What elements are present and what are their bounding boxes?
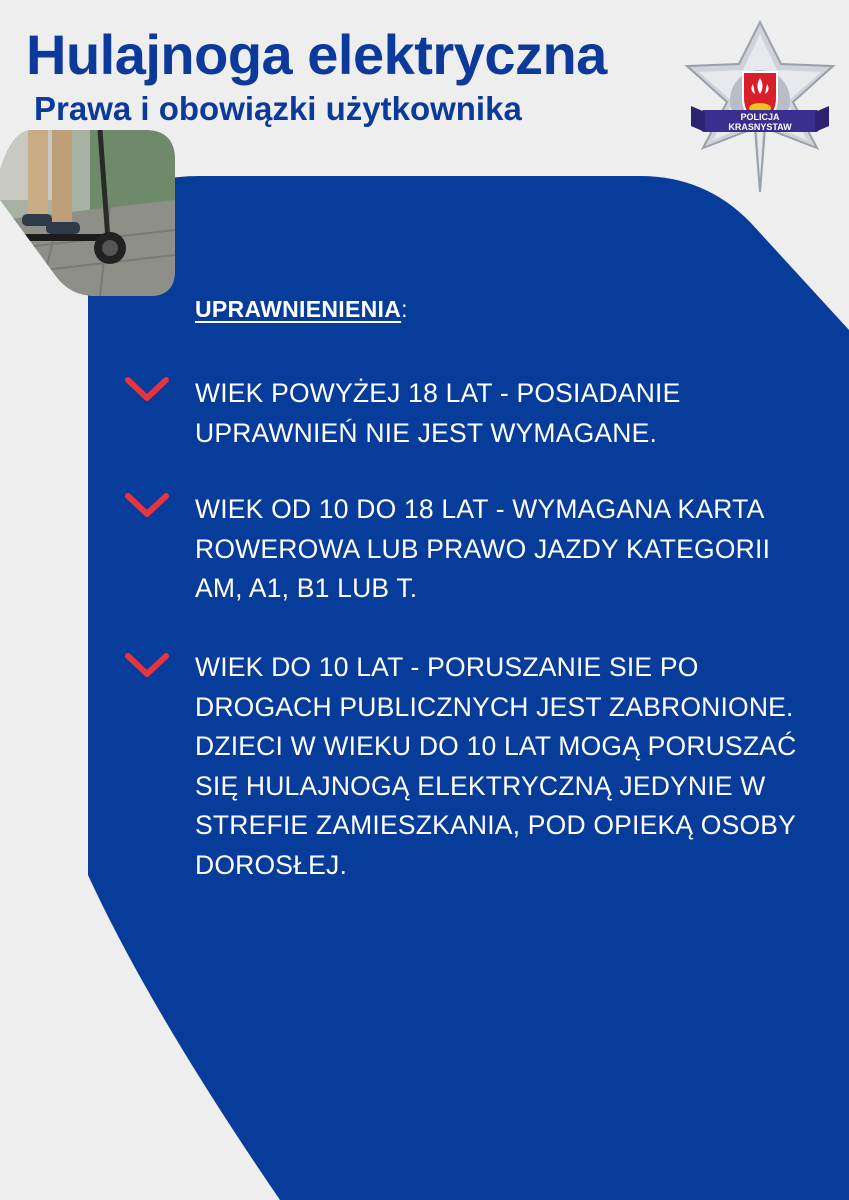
- section-heading-text: UPRAWNIENIENIA: [195, 296, 402, 322]
- badge-line1: POLICJA: [740, 112, 780, 122]
- check-icon: [124, 374, 170, 404]
- page-subtitle: Prawa i obowiązki użytkownika: [34, 90, 522, 127]
- page-title: Hulajnoga elektryczna: [26, 23, 607, 86]
- badge-line2: KRASNYSTAW: [728, 122, 792, 132]
- section-heading-colon: :: [401, 296, 408, 322]
- check-icon: [124, 648, 170, 678]
- list-item-text: WIEK OD 10 DO 18 LAT - WYMAGANA KARTA ROWEROWA LUB PRAWO JAZDY KATEGORII AM, A1, B1 LUB T.: [195, 494, 771, 603]
- list-item-text: WIEK DO 10 LAT - PORUSZANIE SIE PO DROGACH PUBLICZNYCH JEST ZABRONIONE. DZIECI W WIEKU DO 10 LAT MOGĄ PORUSZAĆ SIĘ HULAJNOGĄ ELEKTRYCZNĄ JEDYNIE W STREFIE ZAMIESZKANIA, POD OPIEKĄ OSOBY DOROSŁEJ.: [195, 652, 797, 880]
- check-icon: [124, 490, 170, 520]
- list-item-text: WIEK POWYŻEJ 18 LAT - POSIADANIE UPRAWNIEŃ NIE JEST WYMAGANE.: [195, 378, 681, 448]
- section-heading: [195, 296, 408, 323]
